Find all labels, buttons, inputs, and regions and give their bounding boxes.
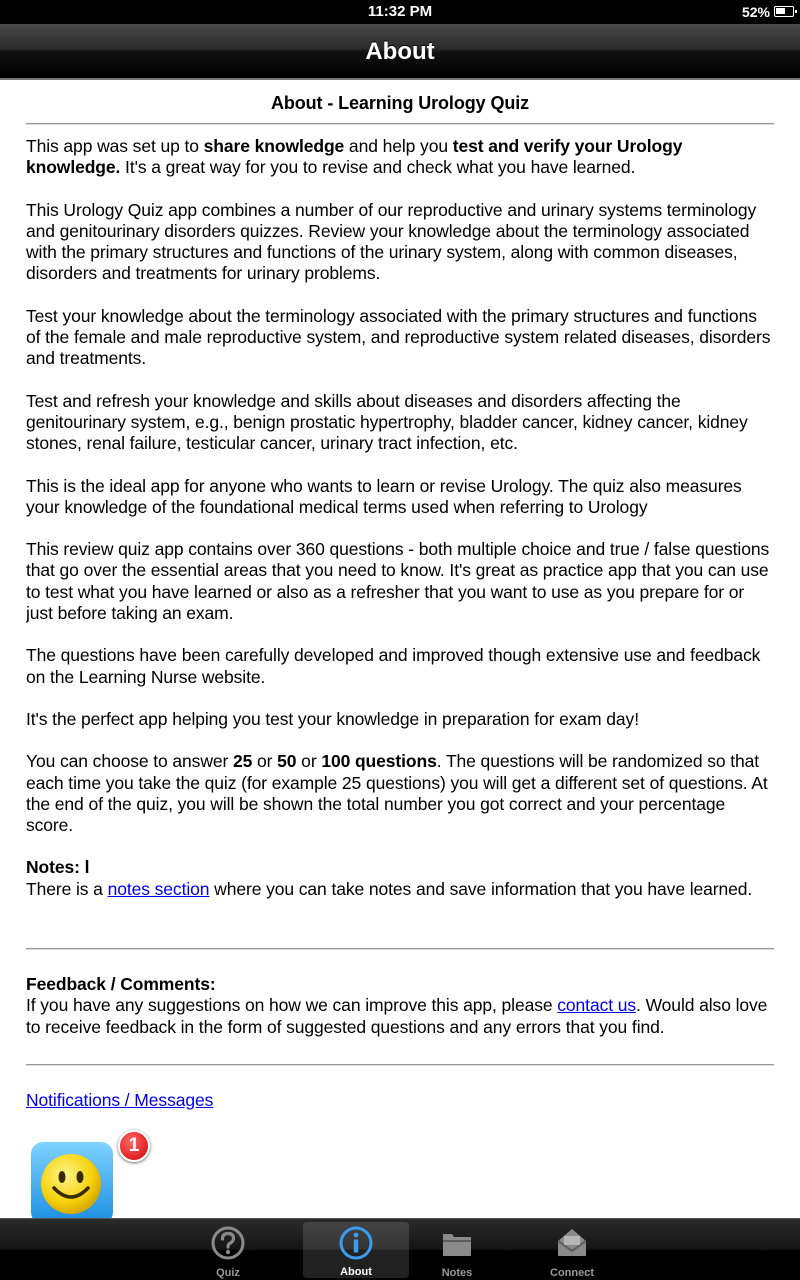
divider <box>26 123 774 125</box>
tab-quiz[interactable] <box>175 1219 281 1280</box>
question-icon <box>210 1225 246 1261</box>
tab-bar <box>0 1218 800 1280</box>
notes-section: Notes: l There is a notes section where you can take notes and save information that you have learned. <box>26 857 753 899</box>
intro-paragraph: This app was set up to share knowledge and help you test and verify your Urology knowledge. It's a great way for you to revise and check what you have learned. <box>26 136 683 178</box>
tab-label: About <box>340 1266 372 1278</box>
notifications-link[interactable]: Notifications / Messages <box>26 1089 214 1110</box>
folder-icon <box>439 1225 475 1261</box>
question-count-paragraph: You can choose to answer 25 or 50 or 100 questions. The questions will be randomized so that each time you take the quiz (for example 25 questions) you will get a different set of questions. At the end of the quiz, you will be shown the total number you got correct and your percentage score. <box>26 751 768 836</box>
feedback-section: Feedback / Comments: If you have any suggestions on how we can improve this app, please contact us. Would also love to receive feedback in the form of suggested questions and any errors that you find. <box>26 974 768 1037</box>
questions-paragraph: This review quiz app contains over 360 questions - both multiple choice and true / false questions that go over the essential areas that you need to know. It's great as practice app that you can use to test what you have learned or also as a refresher that you want to use as you prepare for or just before taking an exam. <box>26 539 770 624</box>
notifications-app-icon[interactable] <box>31 1142 113 1218</box>
tab-label: Notes <box>441 1267 473 1279</box>
contact-us-link[interactable]: contact us <box>557 995 637 1016</box>
disorders-paragraph: Test and refresh your knowledge and skills about diseases and disorders affecting the genitourinary system, e.g., benign prostatic hypertrophy, bladder cancer, kidney cancer, kidney stones, renal failure, testicular cancer, urinary tract infection, etc. <box>26 390 748 454</box>
status-time: 11:32 PM <box>367 3 433 20</box>
development-paragraph: The questions have been carefully developed and improved though extensive use and feedback on the Learning Nurse website. <box>26 645 761 687</box>
status-bar <box>0 0 800 24</box>
info-icon <box>338 1225 374 1261</box>
tab-connect[interactable] <box>519 1219 625 1280</box>
tab-label: Quiz <box>216 1267 240 1279</box>
about-content[interactable] <box>26 82 774 1218</box>
divider <box>26 948 774 950</box>
urology-paragraph: This Urology Quiz app combines a number of our reproductive and urinary systems terminology and genitourinary disorders quizzes. Review your knowledge about the terminology associated with the primary structures and functions of the urinary system, along with common diseases, disorders and treatments for urinary problems. <box>26 199 757 284</box>
tab-notes[interactable] <box>404 1219 510 1280</box>
feedback-heading: Feedback / Comments: <box>26 974 216 995</box>
tab-label: Connect <box>550 1267 594 1279</box>
page-title: About - Learning Urology Quiz <box>270 93 530 113</box>
navigation-bar <box>0 24 800 80</box>
ideal-app-paragraph: This is the ideal app for anyone who wants to learn or revise Urology. The quiz also measures your knowledge of the foundational medical terms used when referring to Urology <box>26 475 742 517</box>
smiley-icon <box>39 1152 103 1216</box>
notes-heading: Notes: l <box>26 857 90 878</box>
battery-percentage: 52% <box>741 4 770 20</box>
battery-icon <box>774 6 794 17</box>
notes-section-link[interactable]: notes section <box>107 878 210 899</box>
envelope-icon <box>554 1225 590 1261</box>
exam-day-paragraph: It's the perfect app helping you test your knowledge in preparation for exam day! <box>26 708 639 729</box>
notification-badge: 1 <box>118 1130 150 1162</box>
nav-title: About <box>365 38 435 65</box>
reproductive-paragraph: Test your knowledge about the terminology associated with the primary structures and functions of the female and male reproductive system, and reproductive system related diseases, disorders and treatments. <box>26 305 771 369</box>
tab-about[interactable] <box>303 1222 409 1278</box>
divider <box>26 1064 774 1066</box>
